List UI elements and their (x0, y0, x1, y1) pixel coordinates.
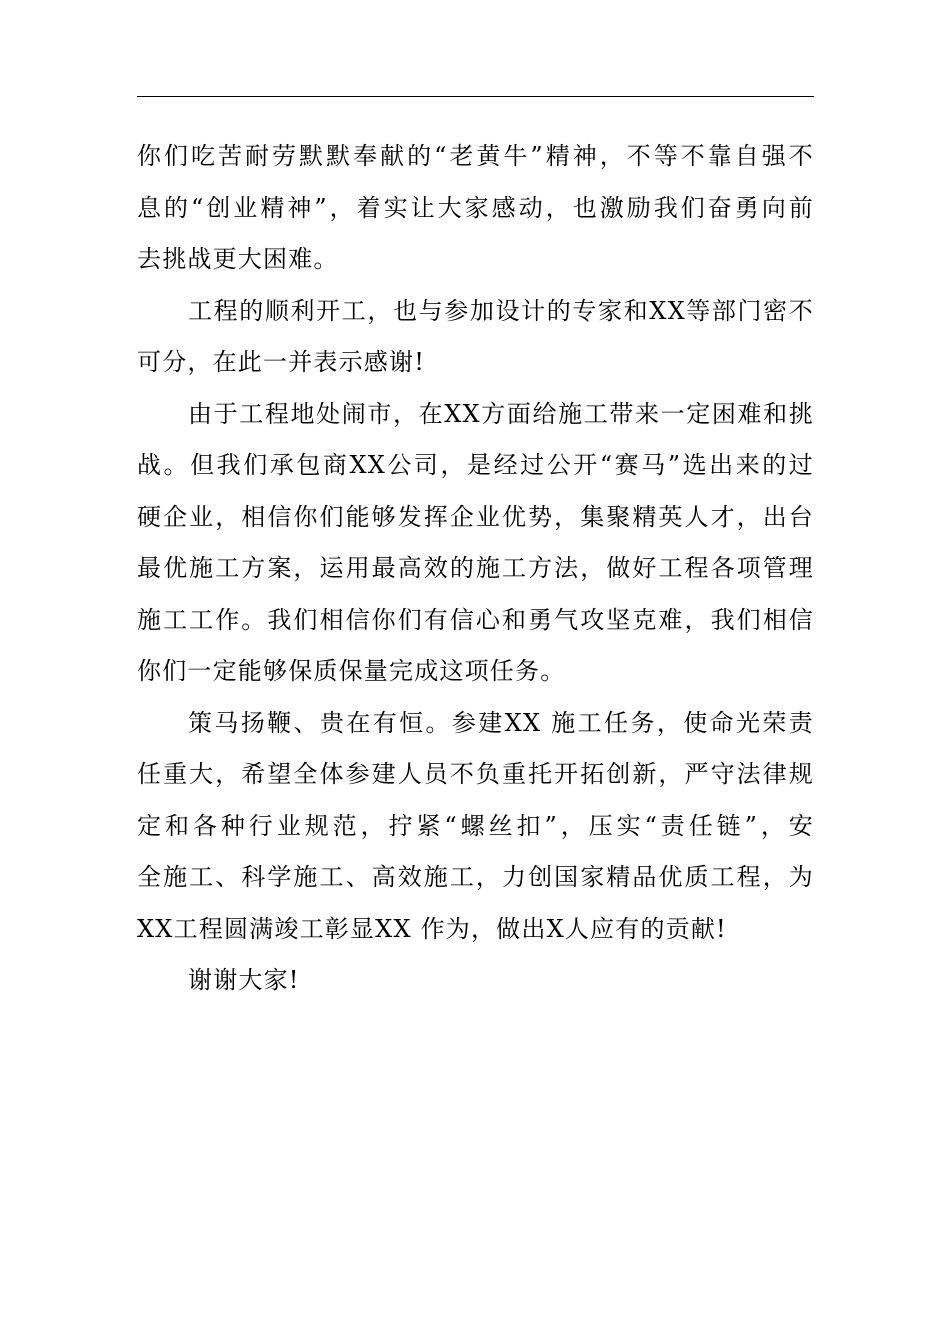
text-line: 息的“创业精神”，着实让大家感动，也激励我们奋勇向前 (137, 193, 814, 222)
text-line: 任重大，希望全体参建人员不负重托开拓创新，严守法律规 (137, 760, 814, 788)
text-line: 由于工程地处闹市，在XX方面给施工带来一定困难和挑 (188, 399, 814, 428)
text-line: 定和各种行业规范，拧紧“螺丝扣”，压实“责任链”，安 (137, 811, 814, 840)
text-line: 你们吃苦耐劳默默奉献的“老黄牛”精神，不等不靠自强不 (137, 142, 814, 170)
text-line: 施工工作。我们相信你们有信心和勇气攻坚克难，我们相信 (137, 605, 814, 634)
header-rule (137, 96, 814, 97)
text-line: 策马扬鞭、贵在有恒。参建XX 施工任务，使命光荣责 (188, 708, 814, 737)
text-line: 战。但我们承包商XX公司，是经过公开“赛马”选出来的过 (137, 451, 814, 479)
text-line: 谢谢大家! (188, 966, 300, 994)
text-line: 硬企业，相信你们能够发挥企业优势，集聚精英人才，出台 (137, 502, 814, 531)
text-line: 最优施工方案，运用最高效的施工方法，做好工程各项管理 (137, 554, 814, 582)
text-line: XX工程圆满竣工彰显XX 作为，做出X人应有的贡献! (137, 914, 727, 943)
document-body (137, 131, 814, 1007)
text-line: 你们一定能够保质保量完成这项任务。 (137, 657, 566, 685)
text-line: 可分，在此一并表示感谢! (137, 348, 426, 376)
text-line: 去挑战更大困难。 (137, 245, 339, 273)
text-line: 全施工、科学施工、高效施工，力创国家精品优质工程，为 (137, 863, 814, 891)
text-line: 工程的顺利开工，也与参加设计的专家和XX等部门密不 (188, 296, 814, 325)
